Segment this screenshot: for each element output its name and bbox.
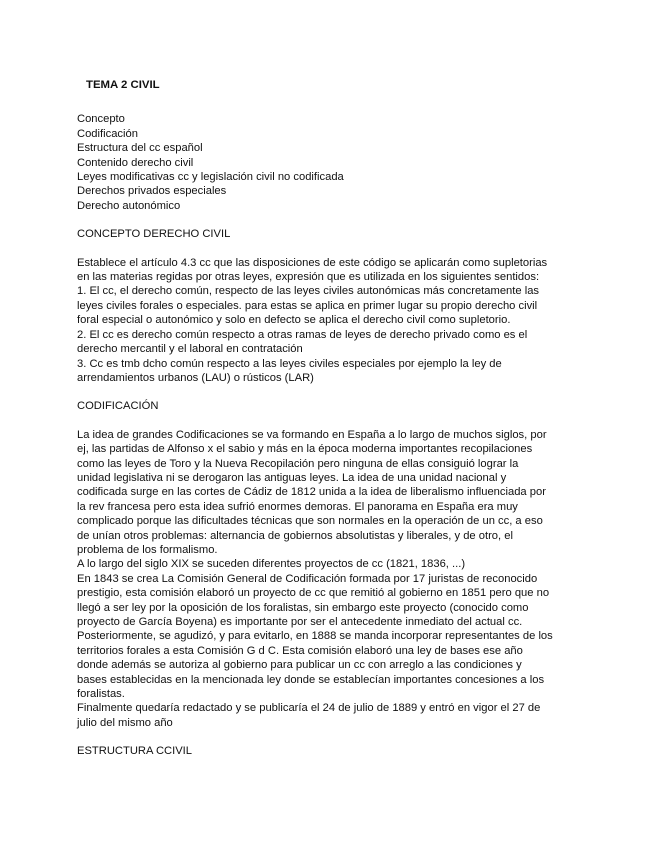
body-line: derecho mercantil y el laboral en contratación bbox=[77, 343, 303, 356]
body-line: donde además se autoriza al gobierno para publicar un cc con arreglo a las condiciones y bbox=[77, 659, 522, 672]
body-line: arrendamientos urbanos (LAU) o rústicos (LAR) bbox=[77, 371, 314, 384]
body-line: leyes civiles forales o especiales. para estas se aplica en primer lugar su propio derecho civil bbox=[77, 299, 538, 312]
body-line: Posteriormente, se agudizó, y para evitarlo, en 1888 se manda incorporar representantes de los bbox=[77, 630, 553, 643]
body-line: problema de los formalismo. bbox=[77, 543, 218, 556]
body-line: unidad legislativa ni se derogaron las antiguas leyes. La idea de una unidad nacional y bbox=[77, 471, 507, 484]
body-line: territorios forales a esta Comisión G d C. Esta comisión elaboró una ley de bases ese año bbox=[77, 644, 523, 657]
body-line: como las leyes de Toro y la Nueva Recopilación pero ninguna de ellas consiguió lograr la bbox=[77, 457, 519, 470]
body-line: En 1843 se crea La Comisión General de Codificación formada por 17 juristas de reconocido bbox=[77, 572, 538, 585]
toc-item: Contenido derecho civil bbox=[77, 156, 194, 169]
document-page bbox=[77, 78, 585, 773]
section-body-codificacion bbox=[77, 428, 585, 731]
body-line: llegó a ser ley por la oposición de los foralistas, sin embargo este proyecto (conocido como bbox=[77, 601, 529, 614]
section-body-concepto bbox=[77, 256, 585, 386]
body-line: de unían otros problemas: alternancia de gobiernos absolutistas y liberales, y de otro, el bbox=[77, 529, 513, 542]
body-line: Establece el artículo 4.3 cc que las disposiciones de este código se aplicarán como supletorias bbox=[77, 256, 548, 269]
body-line: la rev francesa pero esta idea sufrió enormes demoras. El panorama en España era muy bbox=[77, 500, 518, 513]
body-line: 2. El cc es derecho común respecto a otras ramas de leyes de derecho privado como es el bbox=[77, 328, 528, 341]
body-line: 3. Cc es tmb dcho común respecto a las leyes civiles especiales por ejemplo la ley de bbox=[77, 357, 502, 370]
body-line: bases establecidas en la mencionada ley donde se establecían importantes concesiones a los bbox=[77, 673, 545, 686]
toc-item: Estructura del cc español bbox=[77, 142, 203, 155]
body-line: La idea de grandes Codificaciones se va formando en España a lo largo de muchos siglos, por bbox=[77, 428, 547, 441]
toc-item: Derechos privados especiales bbox=[77, 185, 227, 198]
toc-item: Leyes modificativas cc y legislación civil no codificada bbox=[77, 171, 344, 184]
document-title: TEMA 2 CIVIL bbox=[86, 79, 160, 91]
toc-item: Concepto bbox=[77, 113, 125, 126]
table-of-contents bbox=[77, 112, 585, 213]
body-line: complicado porque las dificultades técnicas que son normales en la operación de un cc, a eso bbox=[77, 515, 543, 528]
body-line: julio del mismo año bbox=[77, 716, 173, 729]
toc-item: Derecho autonómico bbox=[77, 199, 181, 212]
body-line: 1. El cc, el derecho común, respecto de las leyes civiles autonómicas más concretamente las bbox=[77, 285, 540, 298]
section-heading-codificacion: CODIFICACIÓN bbox=[77, 400, 159, 413]
body-line: prestigio, esta comisión elaboró un proyecto de cc que remitió al gobierno en 1851 pero que no bbox=[77, 587, 550, 600]
body-line: A lo largo del siglo XIX se suceden diferentes proyectos de cc (1821, 1836, ...) bbox=[77, 558, 466, 571]
body-line: foralistas. bbox=[77, 688, 125, 701]
section-heading-concepto: CONCEPTO DERECHO CIVIL bbox=[77, 228, 231, 241]
toc-item: Codificación bbox=[77, 127, 138, 140]
body-line: en las materias regidas por otras leyes, expresión que es utilizada en los siguientes sentidos: bbox=[77, 271, 540, 284]
body-line: proyecto de García Boyena) es importante por ser el antecedente inmediato del actual cc. bbox=[77, 616, 523, 628]
body-line: codificada surge en las cortes de Cádiz de 1812 unida a la idea de liberalismo influenciada por bbox=[77, 486, 546, 499]
section-heading-estructura: ESTRUCTURA CCIVIL bbox=[77, 745, 192, 758]
body-line: Finalmente quedaría redactado y se publicaría el 24 de julio de 1889 y entró en vigor el 27 de bbox=[77, 702, 541, 715]
body-line: ej, las partidas de Alfonso x el sabio y más en la época moderna importantes recopilaciones bbox=[77, 443, 533, 456]
body-line: foral especial o autonómico y solo en defecto se aplica el derecho civil como supletorio. bbox=[77, 314, 511, 327]
